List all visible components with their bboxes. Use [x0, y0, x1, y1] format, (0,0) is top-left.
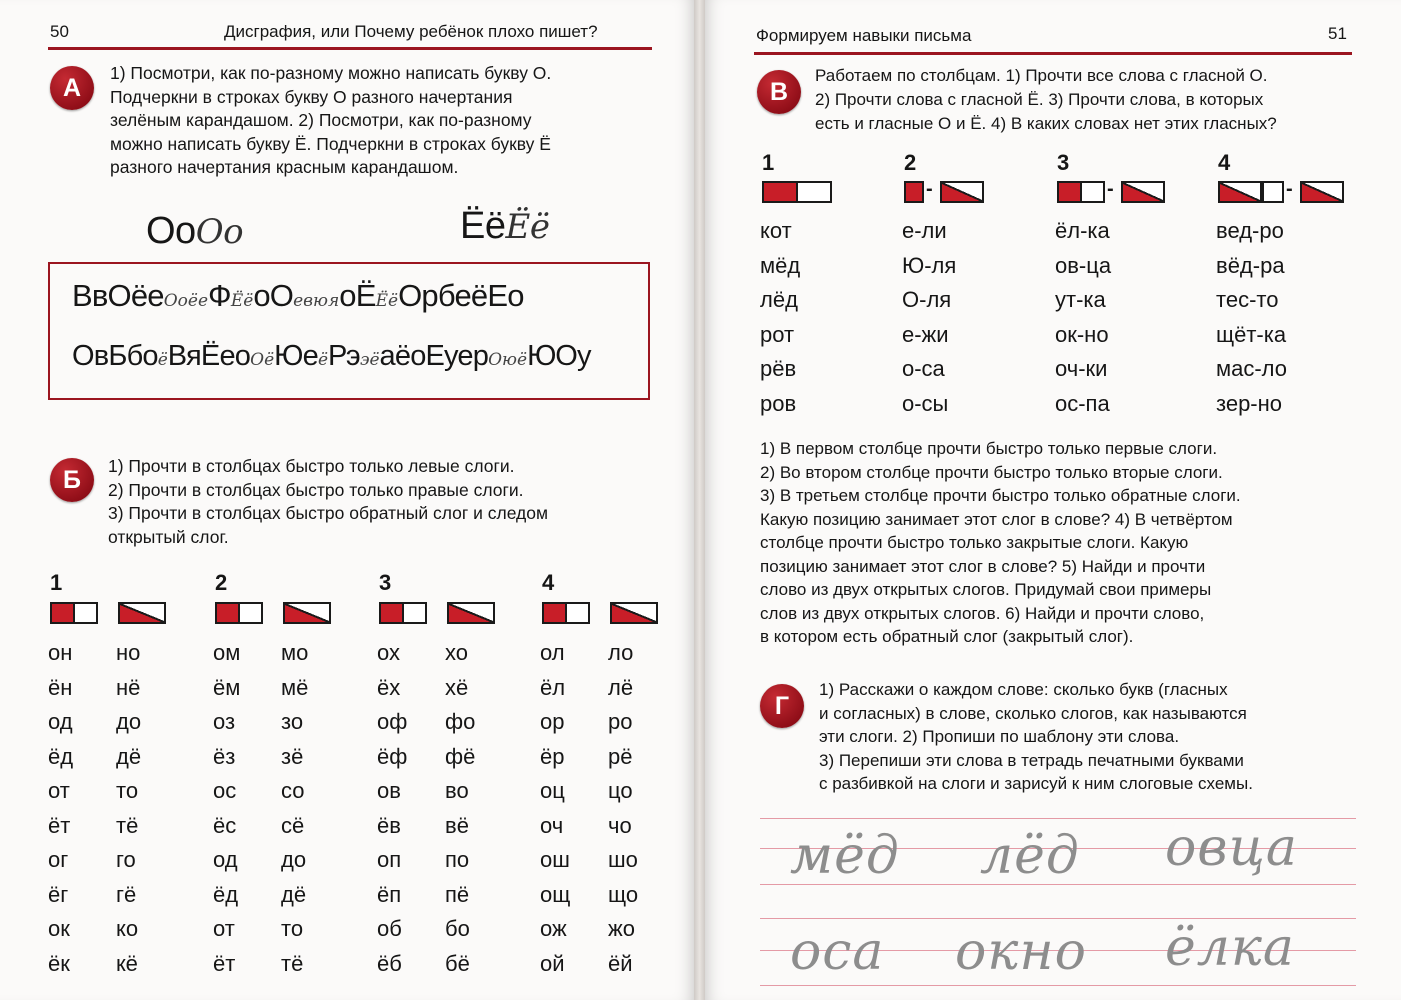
syllable-left: ёл — [540, 674, 566, 700]
word-item: ров — [760, 390, 797, 416]
syllable-right: зо — [281, 709, 304, 734]
task-b-text — [108, 455, 654, 549]
column-number: 1 — [762, 150, 775, 175]
syllable-scheme-icon — [379, 602, 427, 624]
word-item: е-жи — [902, 321, 949, 347]
instruction-line: 3) В третьем столбце прочти быстро только обратные слоги. — [760, 486, 1241, 505]
syllable-left: оф — [377, 709, 408, 734]
syllable-right: що — [608, 881, 639, 907]
syllable-right: тё — [116, 812, 139, 838]
syllable-right: дё — [116, 743, 142, 769]
instruction-line: Какую позицию занимает этот слог в слове? 4) В четвёртом — [760, 509, 1233, 529]
column-number: 2 — [215, 570, 228, 595]
task-a-line: можно написать букву Ё. Подчеркни в строках букву Ё — [110, 133, 551, 154]
script-letter-group: эё — [359, 350, 380, 370]
print-letter-group: Юе — [274, 340, 318, 372]
syllable-left: ок — [48, 916, 70, 941]
syllable-left: од — [213, 847, 238, 872]
scheme-empty-cell — [73, 604, 96, 622]
sample-yo-print: Ёё — [460, 205, 506, 247]
task-g-text — [819, 678, 1355, 796]
column-number: 1 — [50, 570, 63, 595]
scheme-filled-cell — [1059, 183, 1080, 201]
syllable-left: ов — [377, 778, 401, 803]
running-title: Дисграфия, или Почему ребёнок плохо пишет? — [224, 22, 598, 41]
word-item: ёл-ка — [1055, 218, 1110, 243]
word-item: о-са — [902, 356, 945, 381]
syllable-right: бо — [445, 916, 470, 941]
syllable-right: нё — [116, 674, 141, 700]
syllable-right: со — [281, 778, 305, 803]
syllable-scheme-icon — [1121, 181, 1165, 203]
word-item: ов-ца — [1055, 252, 1112, 278]
print-letter-group: оЁ — [339, 278, 376, 313]
syllable-left: он — [48, 640, 73, 665]
scheme-empty-cell — [1264, 183, 1282, 201]
syllable-left: оз — [213, 709, 236, 734]
task-g-line: эти слоги. 2) Пропиши по шаблону эти слова. — [819, 727, 1180, 746]
syllable-right: цо — [608, 778, 633, 803]
cursive-word: овца — [1165, 818, 1298, 878]
syllable-scheme-icon — [762, 181, 832, 203]
syllable-left: ёб — [377, 950, 402, 976]
syllable-right: тё — [281, 950, 304, 976]
syllable-left: ож — [540, 916, 567, 941]
syllable-scheme-icon — [1218, 181, 1262, 203]
syllable-scheme-icon — [610, 602, 658, 624]
task-badge-g: Г — [760, 684, 804, 728]
syllable-scheme-icon — [904, 181, 924, 203]
letter-box — [48, 262, 650, 400]
script-letter-group: Ооёе — [163, 291, 209, 311]
syllable-scheme-icon — [283, 602, 331, 624]
task-a-line: разного начертания красным карандашом. — [110, 157, 459, 177]
word-item: ок-но — [1055, 321, 1109, 347]
syllable-right: лё — [608, 674, 634, 700]
word-item: щёт-ка — [1216, 321, 1287, 347]
word-item: вёд-ра — [1216, 252, 1285, 278]
syllable-right: фо — [445, 709, 476, 734]
syllable-right: то — [281, 916, 304, 941]
syllable-right: фё — [445, 743, 476, 769]
syllable-left: од — [48, 709, 73, 734]
syllable-right: ко — [116, 916, 139, 941]
print-letter-group: оО — [253, 278, 294, 313]
syllable-right: по — [445, 847, 470, 872]
word-item: мас-ло — [1216, 356, 1288, 381]
task-v-text — [815, 64, 1353, 136]
instruction-line: в котором есть обратный слог (закрытый слог). — [760, 627, 1134, 646]
task-a-line: Подчеркни в строках букву О разного начертания — [110, 86, 513, 107]
syllable-right: бё — [445, 950, 470, 976]
syllable-left: ощ — [540, 881, 571, 907]
word-item: рёв — [760, 356, 797, 381]
scheme-filled-cell — [906, 183, 922, 201]
letter-strip-1 — [72, 278, 524, 314]
task-v-instructions — [760, 437, 1352, 649]
syllable-scheme-icon — [118, 602, 166, 624]
script-letter-group: Ёё — [375, 291, 399, 311]
print-letter-group: ЮОу — [527, 340, 591, 372]
instruction-line: столбце прочти быстро только закрытые слоги. Какую — [760, 533, 1189, 552]
word-item: рот — [760, 321, 795, 347]
syllable-right: вё — [445, 812, 469, 838]
column-number: 3 — [379, 570, 392, 595]
sample-yo-script: Ёё — [505, 207, 550, 247]
script-letter-group: Оюё — [488, 350, 528, 370]
task-b-line: 2) Прочти в столбцах быстро только правые слоги. — [108, 479, 524, 500]
syllable-right: хё — [445, 674, 469, 700]
syllable-right: хо — [445, 640, 468, 665]
word-item: лёд — [760, 287, 798, 312]
task-g-line: с разбивкой на слоги и зарисуй к ним слоговые схемы. — [819, 774, 1253, 793]
syllable-right: ёй — [608, 950, 633, 976]
word-item: Ю-ля — [902, 252, 957, 278]
column-number: 2 — [904, 150, 917, 175]
scheme-filled-cell — [764, 183, 796, 201]
syllable-left: об — [377, 916, 402, 941]
print-letter-group: ОвБбо — [72, 340, 158, 372]
syllable-left: ёз — [213, 743, 236, 769]
syllable-left: ёт — [48, 812, 71, 838]
word-item: вед-ро — [1216, 218, 1284, 243]
syllable-left: ом — [213, 640, 241, 665]
syllable-right: мо — [281, 640, 309, 665]
syllable-left: ош — [540, 847, 570, 872]
syllable-right: сё — [281, 812, 305, 838]
syllable-left: ёп — [377, 881, 402, 907]
left-page — [0, 0, 694, 1000]
syllable-left: ой — [540, 950, 565, 976]
sample-o-script: Оо — [195, 212, 244, 252]
sample-letter-o — [146, 210, 243, 253]
task-a-text — [110, 62, 654, 180]
syllable-scheme-icon — [50, 602, 98, 624]
syllable-right: пё — [445, 881, 470, 907]
syllable-left: оч — [540, 812, 564, 838]
page-number-right: 51 — [1328, 24, 1347, 43]
syllable-right: го — [116, 847, 136, 872]
word-item: ут-ка — [1055, 287, 1106, 312]
scheme-filled-cell — [52, 604, 73, 622]
syllable-right: мё — [281, 674, 309, 700]
scheme-dash: - — [926, 178, 933, 200]
syllable-right: шо — [608, 847, 638, 872]
letter-strip-2 — [72, 340, 591, 373]
scheme-filled-cell — [381, 604, 402, 622]
task-b-line: 1) Прочти в столбцах быстро только левые слоги. — [108, 456, 515, 476]
instruction-line: 1) В первом столбце прочти быстро только первые слоги. — [760, 439, 1218, 458]
syllable-left: ёт — [213, 950, 236, 976]
syllable-left: ён — [48, 674, 73, 700]
word-item: зер-но — [1216, 390, 1283, 416]
syllable-left: ёд — [48, 743, 74, 769]
syllable-left: ол — [540, 640, 565, 665]
word-item: е-ли — [902, 218, 947, 243]
word-item: тес-то — [1216, 287, 1279, 312]
syllable-scheme-icon — [215, 602, 263, 624]
syllable-right: жо — [608, 916, 635, 941]
cursive-word: ёлка — [1165, 918, 1295, 978]
script-letter-group: евюя — [293, 291, 340, 311]
scheme-dash: - — [1286, 178, 1293, 200]
syllable-left: оп — [377, 847, 402, 872]
syllable-left: ёг — [48, 881, 69, 907]
task-a-line: зелёным карандашом. 2) Посмотри, как по-разному — [110, 110, 532, 130]
task-badge-v: В — [757, 70, 801, 114]
syllable-right: во — [445, 778, 469, 803]
instruction-line: позицию занимает этот слог в слове? 5) Найди и прочти — [760, 556, 1206, 576]
syllable-left: ор — [540, 709, 565, 734]
syllable-right: до — [116, 709, 142, 734]
cursive-word: оса — [790, 922, 885, 982]
print-letter-group: аёоЕуер — [379, 340, 489, 372]
script-letter-group: ё — [157, 350, 168, 370]
syllable-left: ёр — [540, 743, 565, 769]
script-letter-group: ё — [317, 350, 329, 370]
syllable-left: от — [48, 778, 70, 803]
script-letter-group: Ёё — [230, 291, 254, 311]
scheme-empty-cell — [238, 604, 261, 622]
print-letter-group: Ео — [487, 278, 524, 313]
syllable-left: ёк — [48, 950, 70, 976]
task-badge-a: А — [50, 66, 94, 110]
syllable-scheme-icon — [542, 602, 590, 624]
syllable-right: ро — [608, 709, 633, 734]
scheme-empty-cell — [1080, 183, 1103, 201]
syllable-left: ёд — [213, 881, 239, 907]
sample-letter-yo — [460, 205, 549, 248]
task-g-line: и согласных) в слове, сколько слогов, как называются — [819, 703, 1247, 723]
syllable-right: ло — [608, 640, 634, 665]
syllable-right: то — [116, 778, 139, 803]
syllable-right: зё — [281, 743, 304, 769]
word-item: кот — [760, 218, 792, 243]
book-gutter — [694, 0, 705, 1000]
word-item: мёд — [760, 252, 801, 278]
column-number: 3 — [1057, 150, 1070, 175]
syllable-scheme-icon — [1262, 181, 1284, 203]
task-v-line: 2) Прочти слова с гласной Ё. 3) Прочти слова, в которых — [815, 90, 1264, 109]
header-rule — [48, 47, 652, 50]
page-number: 50 — [50, 22, 69, 41]
syllable-left: ёф — [377, 743, 408, 769]
syllable-right: дё — [281, 881, 307, 907]
instruction-line: 2) Во втором столбце прочти быстро только вторые слоги. — [760, 462, 1223, 482]
task-g-line: 1) Расскажи о каждом слове: сколько букв (гласных — [819, 680, 1228, 699]
task-v-line: есть и гласные О и Ё. 4) В каких словах нет этих гласных? — [815, 114, 1277, 133]
syllable-scheme-icon — [1057, 181, 1105, 203]
syllable-right: чо — [608, 812, 632, 838]
syllable-left: ох — [377, 640, 400, 665]
script-letter-group: Оё — [250, 350, 275, 370]
syllable-left: ёх — [377, 674, 401, 700]
column-number: 4 — [1218, 150, 1231, 175]
task-b-line: открытый слог. — [108, 526, 229, 547]
scheme-dash: - — [1107, 178, 1114, 200]
syllable-right: кё — [116, 950, 138, 976]
syllable-right: рё — [608, 743, 633, 769]
scheme-empty-cell — [565, 604, 588, 622]
cursive-word: лёд — [980, 826, 1080, 886]
scheme-empty-cell — [796, 183, 830, 201]
header-rule-right — [754, 52, 1352, 55]
task-v-line: Работаем по столбцам. 1) Прочти все слова с гласной О. — [815, 66, 1268, 85]
ruled-line — [760, 985, 1356, 986]
print-letter-group: Орбеё — [398, 278, 488, 313]
scheme-filled-cell — [217, 604, 238, 622]
word-item: о-сы — [902, 390, 949, 416]
syllable-left: ём — [213, 674, 241, 700]
column-number: 4 — [542, 570, 555, 595]
word-item: ос-па — [1055, 390, 1110, 416]
syllable-left: ос — [213, 778, 237, 803]
syllable-right: гё — [116, 881, 137, 907]
task-g-line: 3) Перепиши эти слова в тетрадь печатными буквами — [819, 750, 1244, 770]
instruction-line: слов из двух открытых слогов. 6) Найди и прочти слово, — [760, 603, 1205, 623]
cursive-word: мёд — [790, 826, 900, 886]
syllable-right: до — [281, 847, 307, 872]
print-letter-group: Рэ — [328, 340, 360, 372]
print-letter-group: Ф — [208, 278, 231, 313]
sample-o-print: Оо — [146, 210, 196, 252]
syllable-left: от — [213, 916, 235, 941]
cursive-word: окно — [955, 922, 1087, 982]
syllable-right: но — [116, 640, 141, 665]
word-item: О-ля — [902, 287, 952, 312]
word-item: оч-ки — [1055, 356, 1108, 381]
syllable-scheme-icon — [940, 181, 984, 203]
task-a-line: 1) Посмотри, как по-разному можно написать букву О. — [110, 63, 552, 83]
syllable-scheme-icon — [447, 602, 495, 624]
print-letter-group: ВяЁео — [167, 340, 251, 372]
scheme-empty-cell — [402, 604, 425, 622]
scheme-filled-cell — [544, 604, 565, 622]
print-letter-group: ВвОёе — [72, 278, 164, 313]
syllable-scheme-icon — [1300, 181, 1344, 203]
syllable-left: ёв — [377, 812, 401, 838]
syllable-left: ёс — [213, 812, 237, 838]
syllable-left: ог — [48, 847, 69, 872]
running-title-right: Формируем навыки письма — [756, 26, 972, 45]
instruction-line: слово из двух открытых слогов. Придумай свои примеры — [760, 580, 1212, 599]
task-b-line: 3) Прочти в столбцах быстро обратный слог и следом — [108, 503, 549, 523]
syllable-left: оц — [540, 778, 565, 803]
task-badge-b: Б — [50, 458, 94, 502]
